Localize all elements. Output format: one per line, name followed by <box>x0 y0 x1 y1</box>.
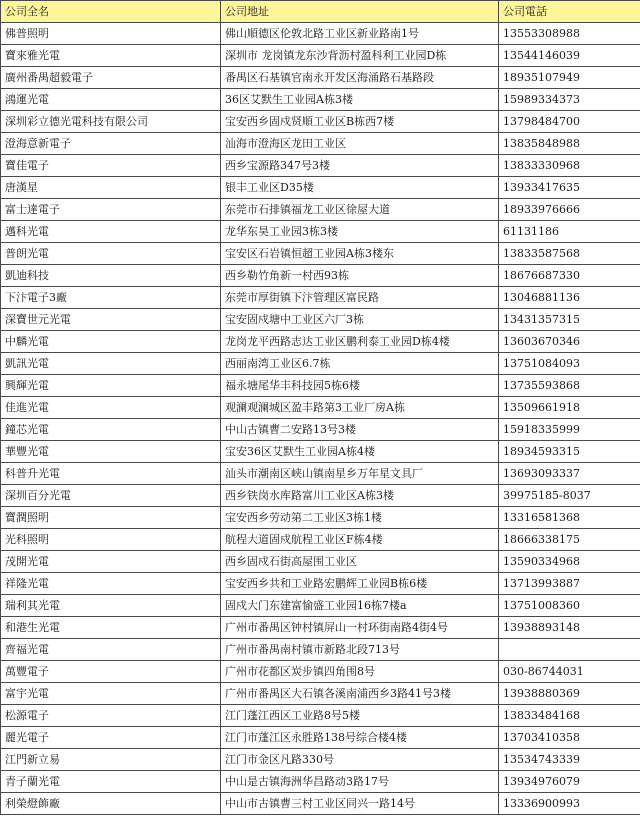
company-name-cell: 光科照明 <box>1 529 221 551</box>
company-address-cell: 汕海市澄海区龙田工业区 <box>221 133 499 155</box>
company-address-cell: 龙华东昊工业园3栋3楼 <box>221 221 499 243</box>
company-address-cell: 宝安固戍塘中工业区六厂3栋 <box>221 309 499 331</box>
company-address-cell: 中山市古镇曹三村工业区同兴一路14号 <box>221 793 499 815</box>
company-name-cell: 凱訊光電 <box>1 353 221 375</box>
company-address-cell: 江门市蓬江区永胜路138号综合楼4楼 <box>221 727 499 749</box>
table-row <box>1 221 640 243</box>
table-row <box>1 23 640 45</box>
company-name-cell: 澄海意新電子 <box>1 133 221 155</box>
company-address-cell: 银丰工业区D35楼 <box>221 177 499 199</box>
company-name-cell: 佳進光電 <box>1 397 221 419</box>
company-address-cell: 东莞市石排镇福龙工业区徐屋大道 <box>221 199 499 221</box>
company-name-cell: 萬豐電子 <box>1 661 221 683</box>
company-address-cell: 中山古镇曹二安路13号3楼 <box>221 419 499 441</box>
company-name-cell: 麗光電子 <box>1 727 221 749</box>
table-row <box>1 639 640 661</box>
table-row <box>1 727 640 749</box>
company-phone-cell <box>499 639 640 661</box>
table-row <box>1 617 640 639</box>
company-phone-cell: 18666338175 <box>499 529 640 551</box>
table-row <box>1 243 640 265</box>
company-address-cell: 广州市番禺南村镇市新路北段713号 <box>221 639 499 661</box>
company-phone-cell: 13046881136 <box>499 287 640 309</box>
company-name-cell: 寶佳電子 <box>1 155 221 177</box>
company-address-cell: 广州市番禺区大石镇各溪南浦西乡3路41号3楼 <box>221 683 499 705</box>
company-name-cell: 富宇光電 <box>1 683 221 705</box>
company-name-cell: 廣州番禺超毅電子 <box>1 67 221 89</box>
company-address-cell: 固戍大门东建富愉盛工业园16栋7楼a <box>221 595 499 617</box>
company-phone-cell: 13553308988 <box>499 23 640 45</box>
company-name-cell: 普朗光電 <box>1 243 221 265</box>
company-address-cell: 龙岗龙平西路志达工业区鹏利泰工业园D栋4楼 <box>221 331 499 353</box>
table-row <box>1 397 640 419</box>
company-phone-cell: 13603670346 <box>499 331 640 353</box>
company-phone-cell: 18933976666 <box>499 199 640 221</box>
company-name-cell: 中麟光電 <box>1 331 221 353</box>
company-name-cell: 興輝光電 <box>1 375 221 397</box>
table-row <box>1 111 640 133</box>
table-row <box>1 265 640 287</box>
company-phone-cell: 61131186 <box>499 221 640 243</box>
table-row <box>1 573 640 595</box>
table-row <box>1 507 640 529</box>
company-phone-cell: 13833587568 <box>499 243 640 265</box>
company-phone-cell: 13336900993 <box>499 793 640 815</box>
company-name-cell: 邁科光電 <box>1 221 221 243</box>
company-name-cell: 江門新立易 <box>1 749 221 771</box>
table-row <box>1 89 640 111</box>
company-name-cell: 青子蘭光電 <box>1 771 221 793</box>
company-name-cell: 科普升光電 <box>1 463 221 485</box>
company-address-cell: 西乡铁岗水库路富川工业区A栋3楼 <box>221 485 499 507</box>
company-phone-cell: 13713993887 <box>499 573 640 595</box>
company-address-cell: 广州市花都区炭步镇四角围8号 <box>221 661 499 683</box>
table-row <box>1 463 640 485</box>
table-row <box>1 177 640 199</box>
table-row <box>1 419 640 441</box>
company-address-cell: 宝安36区艾默生工业园A栋4楼 <box>221 441 499 463</box>
company-name-cell: 深圳彩立德光電科技有限公司 <box>1 111 221 133</box>
company-address-cell: 宝安西乡劳动第二工业区3栋1楼 <box>221 507 499 529</box>
company-phone-cell: 13938893148 <box>499 617 640 639</box>
table-row <box>1 551 640 573</box>
company-phone-cell: 13431357315 <box>499 309 640 331</box>
company-address-cell: 深圳市 龙岗镇龙东沙背沥村盈科利工业园D栋 <box>221 45 499 67</box>
company-address-cell: 宝安西乡共和工业路宏鹏辉工业园B栋6楼 <box>221 573 499 595</box>
company-phone-cell: 13933417635 <box>499 177 640 199</box>
table-row <box>1 705 640 727</box>
header-company-address: 公司地址 <box>221 1 499 23</box>
company-name-cell: 祥隆光電 <box>1 573 221 595</box>
company-address-cell: 江门市金区凡路330号 <box>221 749 499 771</box>
table-row <box>1 529 640 551</box>
company-phone-cell: 13751008360 <box>499 595 640 617</box>
company-phone-cell: 13544146039 <box>499 45 640 67</box>
company-phone-cell: 13316581368 <box>499 507 640 529</box>
table-row <box>1 683 640 705</box>
company-address-cell: 36区艾默生工业园A栋3楼 <box>221 89 499 111</box>
table-row <box>1 661 640 683</box>
company-address-cell: 中山是古镇海洲华昌路动3路17号 <box>221 771 499 793</box>
company-name-cell: 松源電子 <box>1 705 221 727</box>
table-row <box>1 133 640 155</box>
company-address-cell: 西乡勒竹角新一村西93栋 <box>221 265 499 287</box>
company-phone-cell: 13703410358 <box>499 727 640 749</box>
company-address-cell: 广州市番禺区钟村镇屏山一村环街南路4街4号 <box>221 617 499 639</box>
company-name-cell: 寶潤照明 <box>1 507 221 529</box>
table-row <box>1 353 640 375</box>
company-phone-cell: 13934976079 <box>499 771 640 793</box>
company-name-cell: 唐漢星 <box>1 177 221 199</box>
table-row <box>1 199 640 221</box>
company-name-cell: 深圳百分光電 <box>1 485 221 507</box>
company-phone-cell: 13798484700 <box>499 111 640 133</box>
company-address-cell: 航程大道固戍航程工业区F栋4楼 <box>221 529 499 551</box>
company-name-cell: 富士達電子 <box>1 199 221 221</box>
company-phone-cell: 13938880369 <box>499 683 640 705</box>
company-address-cell: 福永塘尾华丰科技园5栋6楼 <box>221 375 499 397</box>
table-row <box>1 331 640 353</box>
company-address-cell: 东莞市厚街镇下汴管理区富民路 <box>221 287 499 309</box>
company-address-cell: 汕头市潮南区峡山镇南星乡万年星文具厂 <box>221 463 499 485</box>
company-phone-cell: 13509661918 <box>499 397 640 419</box>
header-row <box>1 1 640 23</box>
company-address-cell: 番禺区石基镇官南永开发区海涌路石基路段 <box>221 67 499 89</box>
company-address-cell: 西丽南湾工业区6.7栋 <box>221 353 499 375</box>
company-phone-cell: 15989334373 <box>499 89 640 111</box>
company-phone-cell: 13534743339 <box>499 749 640 771</box>
table-row <box>1 595 640 617</box>
company-phone-cell: 13735593868 <box>499 375 640 397</box>
table-row <box>1 441 640 463</box>
company-phone-cell: 18935107949 <box>499 67 640 89</box>
company-phone-cell: 13590334968 <box>499 551 640 573</box>
company-name-cell: 下汴電子3廠 <box>1 287 221 309</box>
table-row <box>1 793 640 815</box>
table-row <box>1 155 640 177</box>
company-name-cell: 瑞利其光電 <box>1 595 221 617</box>
company-phone-cell: 13835848988 <box>499 133 640 155</box>
table-row <box>1 67 640 89</box>
header-company-name: 公司全名 <box>1 1 221 23</box>
company-phone-cell: 13833484168 <box>499 705 640 727</box>
table-row <box>1 45 640 67</box>
company-phone-cell: 18934593315 <box>499 441 640 463</box>
table-row <box>1 309 640 331</box>
company-address-cell: 观澜观澜城区盈丰路第3工业厂房A栋 <box>221 397 499 419</box>
company-name-cell: 寶來雅光電 <box>1 45 221 67</box>
company-address-cell: 宝安区石岩镇恒超工业园A栋3楼东 <box>221 243 499 265</box>
table-row <box>1 749 640 771</box>
company-address-cell: 江门蓬江西区工业路8号5楼 <box>221 705 499 727</box>
company-address-cell: 西乡固戍石街高屋围工业区 <box>221 551 499 573</box>
company-phone-cell: 030-86744031 <box>499 661 640 683</box>
company-phone-cell: 15918335999 <box>499 419 640 441</box>
company-name-cell: 和港生光電 <box>1 617 221 639</box>
table-row <box>1 485 640 507</box>
company-phone-cell: 18676687330 <box>499 265 640 287</box>
company-address-cell: 宝安西乡固戍贤順工业区B栋西7楼 <box>221 111 499 133</box>
company-name-cell: 齊福光電 <box>1 639 221 661</box>
company-name-cell: 佛普照明 <box>1 23 221 45</box>
company-address-cell: 西乡宝源路347号3楼 <box>221 155 499 177</box>
company-phone-cell: 39975185-8037 <box>499 485 640 507</box>
company-name-cell: 深寶世元光電 <box>1 309 221 331</box>
company-phone-cell: 13693093337 <box>499 463 640 485</box>
table-row <box>1 375 640 397</box>
table-row <box>1 287 640 309</box>
header-company-phone: 公司電話 <box>499 1 640 23</box>
company-name-cell: 利榮燈飾廠 <box>1 793 221 815</box>
company-phone-cell: 13751084093 <box>499 353 640 375</box>
company-name-cell: 凱迪科技 <box>1 265 221 287</box>
company-name-cell: 鐘芯光電 <box>1 419 221 441</box>
company-address-cell: 佛山順德区伦敦北路工业区新业路南1号 <box>221 23 499 45</box>
company-phone-cell: 13833330968 <box>499 155 640 177</box>
company-name-cell: 華豐光電 <box>1 441 221 463</box>
company-name-cell: 鴻運光電 <box>1 89 221 111</box>
table-row <box>1 771 640 793</box>
company-name-cell: 茂開光電 <box>1 551 221 573</box>
